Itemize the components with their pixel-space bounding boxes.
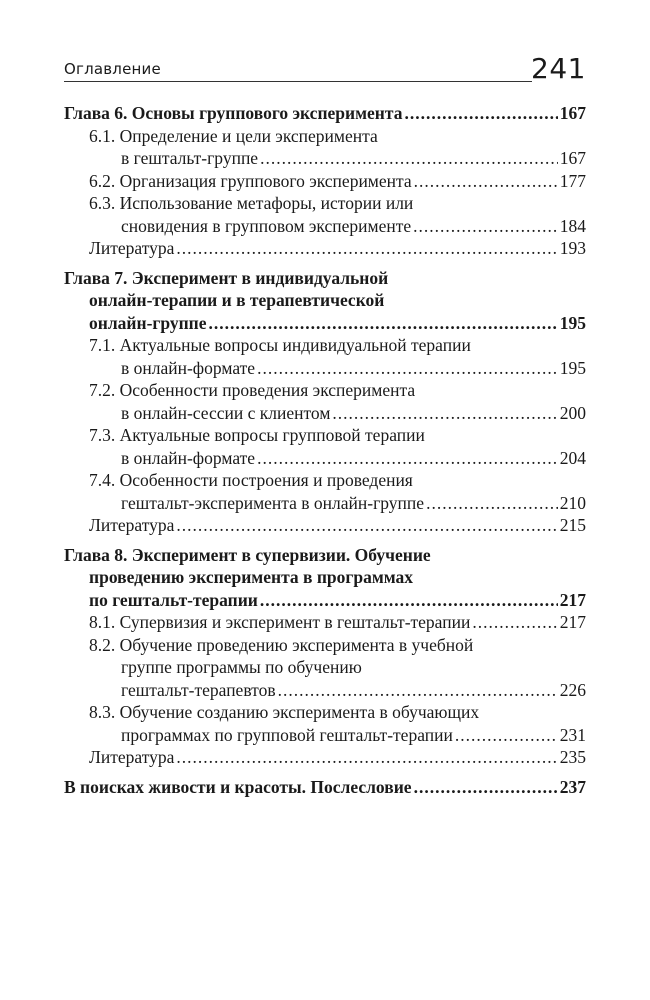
leader-dots xyxy=(260,147,558,170)
chapter-title-text: Глава 6. Основы группового эксперимента xyxy=(64,103,403,123)
section-title-last: 8.1. Супервизия и эксперимент в гештальт-терапии xyxy=(89,612,471,632)
section-title-last: в онлайн-сессии с клиентом xyxy=(121,402,331,423)
chapter-page: 217 xyxy=(559,589,586,610)
section-title-line: 8.2. Обучение проведению эксперимента в учебной xyxy=(89,634,474,655)
section-title-line: 7.4. Особенности построения и проведения xyxy=(89,470,413,490)
leader-dots xyxy=(413,215,558,238)
section-title-last: программах по групповой гештальт-терапии xyxy=(121,724,453,745)
toc-afterword xyxy=(64,776,586,799)
section-page: 195 xyxy=(559,357,586,378)
literature-page: 193 xyxy=(559,238,586,258)
toc-literature[interactable] xyxy=(64,746,586,769)
section-title-line: 7.3. Актуальные вопросы групповой терапии xyxy=(89,425,425,445)
leader-dots xyxy=(414,170,558,193)
section-page: 177 xyxy=(559,170,586,191)
running-header-title: Оглавление xyxy=(64,60,161,78)
toc-chapter-title[interactable] xyxy=(64,102,586,125)
chapter-title-line: проведению эксперимента в программах xyxy=(89,567,414,587)
leader-dots xyxy=(414,776,558,799)
table-of-contents xyxy=(64,102,586,805)
toc-chapter-6 xyxy=(64,102,586,260)
toc-chapter-title[interactable] xyxy=(64,267,586,335)
section-title-last: сновидения в групповом эксперименте xyxy=(121,215,412,236)
toc-section[interactable] xyxy=(64,379,586,424)
chapter-title-line: Глава 7. Эксперимент в индивидуальной xyxy=(64,267,389,288)
leader-dots xyxy=(455,724,558,747)
leader-dots xyxy=(404,102,557,125)
toc-chapter-7 xyxy=(64,267,586,537)
toc-section[interactable] xyxy=(64,170,586,193)
section-page: 226 xyxy=(559,679,586,700)
chapter-title-last: онлайн-группе xyxy=(89,312,207,333)
literature-label: Литература xyxy=(89,238,175,258)
afterword-page: 237 xyxy=(559,776,586,797)
toc-section[interactable] xyxy=(64,701,586,746)
leader-dots xyxy=(257,357,558,380)
chapter-title-line: онлайн-терапии и в терапевтической xyxy=(89,290,385,310)
leader-dots xyxy=(472,611,557,634)
section-title-line: 7.2. Особенности проведения эксперимента xyxy=(89,380,416,400)
afterword-title: В поисках живости и красоты. Послесловие xyxy=(64,776,412,797)
section-title-line: группе программы по обучению xyxy=(121,657,362,677)
section-page: 167 xyxy=(559,148,586,168)
toc-literature[interactable] xyxy=(64,237,586,260)
leader-dots xyxy=(426,492,558,515)
section-title-last: гештальт-терапевтов xyxy=(121,679,276,700)
literature-page: 215 xyxy=(559,515,586,535)
section-page: 204 xyxy=(559,447,586,468)
leader-dots xyxy=(209,312,558,335)
literature-label: Литература xyxy=(89,515,175,535)
section-title-last: в онлайн-формате xyxy=(121,357,256,378)
literature-label: Литература xyxy=(89,747,175,767)
leader-dots xyxy=(176,237,557,260)
section-page: 217 xyxy=(559,612,586,632)
section-title-line: 6.3. Использование метафоры, истории или xyxy=(89,193,414,213)
section-page: 184 xyxy=(559,215,586,236)
leader-dots xyxy=(257,447,558,470)
chapter-title-last: по гештальт-терапии xyxy=(89,589,258,610)
section-page: 231 xyxy=(559,724,586,745)
page-number: 241 xyxy=(531,52,586,85)
chapter-title-line: Глава 8. Эксперимент в супервизии. Обучение xyxy=(64,544,431,565)
section-title-line: 6.1. Определение и цели эксперимента xyxy=(89,125,378,146)
leader-dots xyxy=(176,746,557,769)
toc-literature[interactable] xyxy=(64,514,586,537)
leader-dots xyxy=(260,589,558,612)
section-title-last: в онлайн-формате xyxy=(121,447,256,468)
running-header xyxy=(64,50,586,85)
section-title-line: 8.3. Обучение созданию эксперимента в обучающих xyxy=(89,702,480,722)
section-page: 210 xyxy=(559,492,586,513)
leader-dots xyxy=(278,679,558,702)
toc-section[interactable] xyxy=(64,334,586,379)
toc-afterword-entry[interactable] xyxy=(64,776,586,799)
toc-section[interactable] xyxy=(64,125,586,170)
chapter-page: 195 xyxy=(559,312,586,333)
toc-section[interactable] xyxy=(64,192,586,237)
toc-section[interactable] xyxy=(64,634,586,702)
section-title-last: 6.2. Организация группового эксперимента xyxy=(89,170,412,191)
section-title-last: в гештальт-группе xyxy=(121,148,259,168)
toc-section[interactable] xyxy=(64,469,586,514)
section-title-last: гештальт-эксперимента в онлайн-группе xyxy=(121,492,425,513)
section-page: 200 xyxy=(559,402,586,423)
leader-dots xyxy=(176,514,557,537)
section-title-line: 7.1. Актуальные вопросы индивидуальной терапии xyxy=(89,335,471,355)
literature-page: 235 xyxy=(559,747,586,767)
header-rule xyxy=(64,81,532,82)
toc-chapter-title[interactable] xyxy=(64,544,586,612)
toc-section[interactable] xyxy=(64,424,586,469)
chapter-page: 167 xyxy=(559,103,586,123)
toc-section[interactable] xyxy=(64,611,586,634)
toc-chapter-8 xyxy=(64,544,586,769)
leader-dots xyxy=(332,402,557,425)
